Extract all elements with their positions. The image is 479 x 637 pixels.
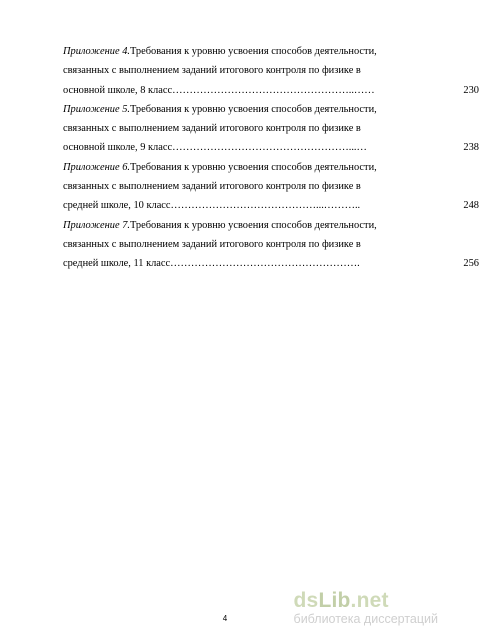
toc-entry-title: связанных с выполнением заданий итогового контроля по физике в bbox=[63, 123, 361, 135]
toc-entry-title: связанных с выполнением заданий итогового контроля по физике в bbox=[63, 65, 361, 77]
dslib-logo: dsLib.net bbox=[293, 589, 389, 612]
toc-page-number: 238 bbox=[463, 142, 479, 154]
toc-entry-title: Требования к уровню усвоения способов деятельности, bbox=[129, 103, 377, 115]
toc-entry-title: средней школе, 11 класс………………………………………………. bbox=[63, 258, 360, 270]
toc-entry-title: средней школе, 10 класс……………………………………...……….. bbox=[63, 200, 361, 212]
appendix-label: Приложение 6. bbox=[63, 161, 130, 173]
appendix-label: Приложение 7. bbox=[63, 219, 130, 231]
toc-entry bbox=[63, 158, 479, 216]
table-of-contents bbox=[63, 42, 479, 274]
toc-entry bbox=[63, 216, 479, 274]
toc-entry-title: Требования к уровню усвоения способов деятельности, bbox=[129, 161, 377, 173]
toc-entry-title: Требования к уровню усвоения способов деятельности, bbox=[129, 46, 377, 57]
toc-entry bbox=[63, 100, 479, 158]
toc-entry-title: основной школе, 9 класс……………………………………………...… bbox=[63, 142, 367, 154]
toc-entry-title: связанных с выполнением заданий итогового контроля по физике в bbox=[63, 238, 361, 250]
dslib-watermark bbox=[294, 590, 438, 626]
toc-entry-title: связанных с выполнением заданий итогового контроля по физике в bbox=[63, 181, 361, 193]
dslib-subtitle: библиотека диссертаций bbox=[293, 612, 438, 626]
page-number: 4 bbox=[222, 614, 228, 623]
appendix-label: Приложение 5. bbox=[63, 103, 130, 115]
toc-entry bbox=[63, 42, 479, 100]
toc-entry-title: Требования к уровню усвоения способов деятельности, bbox=[129, 219, 377, 231]
toc-page-number: 248 bbox=[463, 200, 479, 212]
toc-page-number: 230 bbox=[463, 84, 479, 96]
appendix-label: Приложение 4. bbox=[63, 46, 130, 57]
toc-entry-title: основной школе, 8 класс……………………………………………..…… bbox=[63, 84, 375, 96]
toc-page-number: 256 bbox=[463, 258, 479, 270]
